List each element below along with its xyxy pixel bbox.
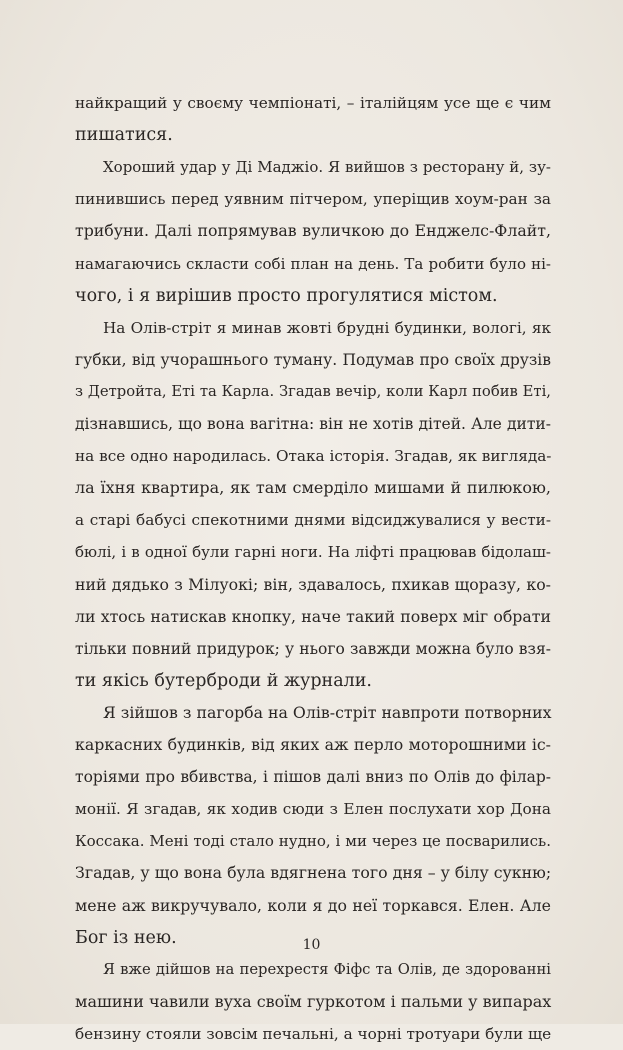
text-line: каркасних будинків, від яких аж перло моторошними іс- bbox=[75, 735, 551, 754]
text-line: мене аж викручувало, коли я до неї торкався. Елен. Але bbox=[75, 895, 551, 915]
text-line: чого, і я вирішив просто прогулятися містом. bbox=[75, 285, 498, 306]
text-line: На Олів-стріт я минав жовті брудні будинки, вологі, як bbox=[103, 318, 551, 337]
page-number: 10 bbox=[302, 937, 321, 953]
text-line: ти якісь бутерброди й журнали. bbox=[75, 670, 372, 691]
text-line: Згадав, у що вона була вдягнена того дня – у білу сукню; bbox=[75, 863, 552, 883]
text-line: бензину стояли зовсім печальні, а чорні тротуари були ще bbox=[75, 1024, 552, 1043]
text-line: найкращий у своєму чемпіонаті, – італійцям усе ще є чим bbox=[75, 94, 551, 112]
text-line: Хороший удар у Ді Маджіо. Я вийшов з ресторану й, зу- bbox=[103, 158, 551, 177]
text-line: ла їхня квартира, як там смерділо мишами й пилюкою, bbox=[75, 478, 551, 498]
text-line: монії. Я згадав, як ходив сюди з Елен послухати хор Дона bbox=[75, 800, 551, 819]
text-line: пишатися. bbox=[75, 125, 173, 146]
text-line: з Детройта, Еті та Карла. Згадав вечір, коли Карл побив Еті, bbox=[75, 382, 551, 400]
text-line: а старі бабусі спекотними днями відсиджувалися у вести- bbox=[75, 511, 551, 530]
text-line: Я вже дійшов на перехрестя Фіфс та Олів, де здорованні bbox=[103, 960, 551, 978]
text-line: трибуни. Далі попрямував вуличкою до Енджелс-Флайт, bbox=[75, 221, 551, 241]
text-line: бюлі, і в одної були гарні ноги. На ліфті працював бідолаш- bbox=[75, 543, 551, 562]
text-line: тільки повний придурок; у нього завжди можна було взя- bbox=[75, 639, 551, 658]
text-line: торіями про вбивства, і пішов далі вниз по Олів до філар- bbox=[75, 768, 551, 787]
text-line: губки, від учорашнього туману. Подумав про своїх друзів bbox=[75, 350, 551, 369]
text-line: намагаючись скласти собі план на день. Та робити було ні- bbox=[75, 254, 551, 273]
text-line: ли хтось натискав кнопку, наче такий поверх міг обрати bbox=[75, 606, 551, 626]
text-line: Бог із нею. bbox=[75, 927, 177, 948]
text-line: на все одно народилась. Отака історія. Згадав, як вигляда- bbox=[75, 447, 552, 466]
text-line: ний дядько з Мілуокі; він, здавалось, пхикав щоразу, ко- bbox=[75, 574, 551, 594]
text-line: машини чавили вуха своїм гуркотом і пальми у випарах bbox=[75, 991, 552, 1011]
text-line: Коссака. Мені тоді стало нудно, і ми через це посварились. bbox=[75, 832, 551, 851]
text-line: Я зійшов з пагорба на Олів-стріт навпроти потворних bbox=[103, 702, 552, 722]
text-line: пинившись перед уявним пітчером, уперіщив хоум-ран за bbox=[75, 190, 551, 209]
text-line: дізнавшись, що вона вагітна: він не хотів дітей. Але дити- bbox=[75, 415, 551, 433]
